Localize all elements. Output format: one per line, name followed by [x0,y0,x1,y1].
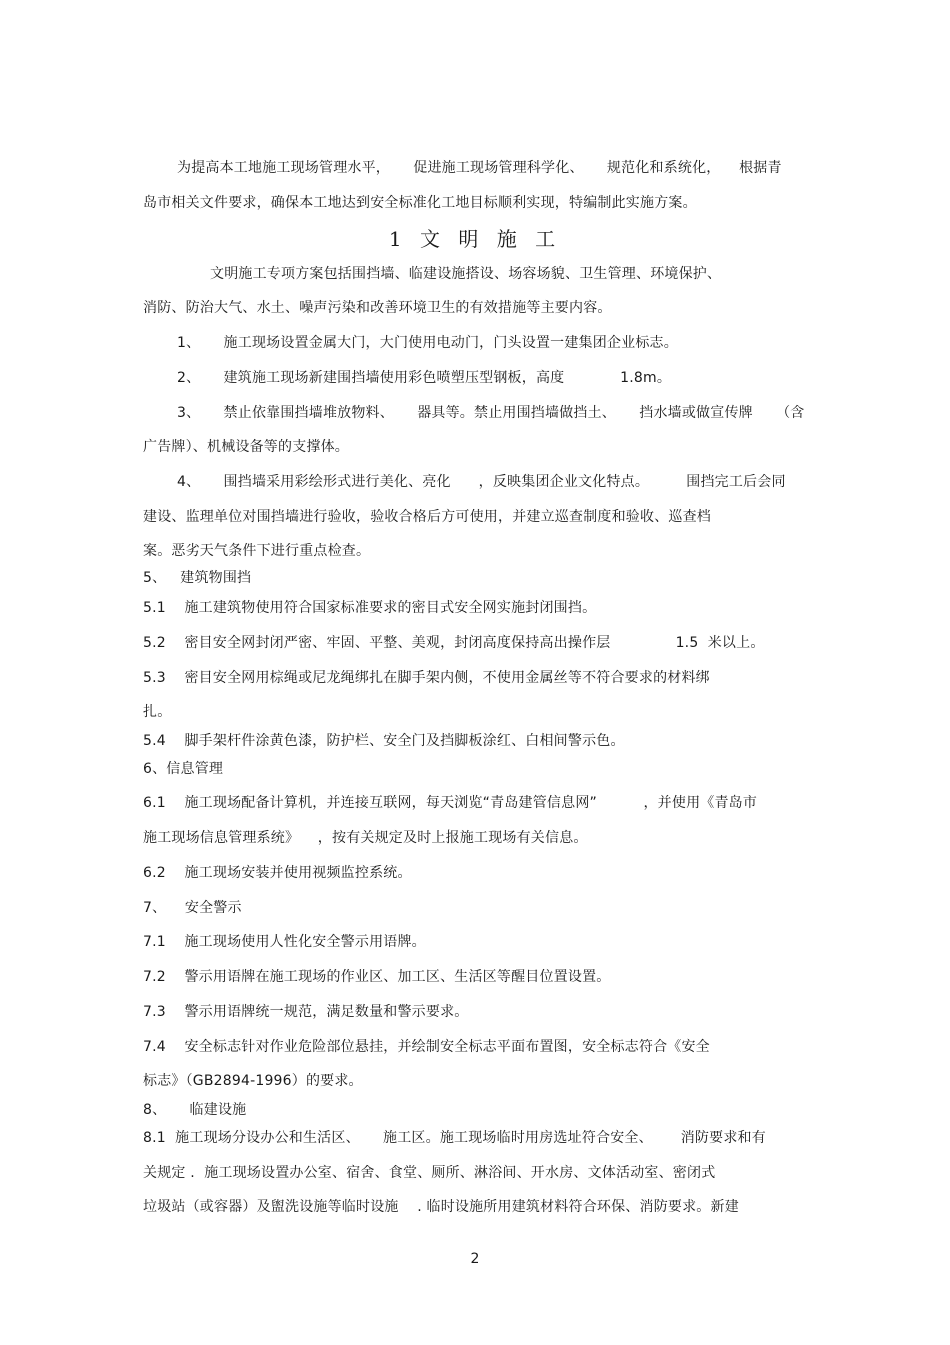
body-line: 6.2 施工现场安装并使用视频监控系统。 [143,865,412,881]
section-heading: 5、 建筑物围挡 [143,570,252,586]
body-line: 1、 施工现场设置金属大门，大门使用电动门，门头设置一建集团企业标志。 [177,335,678,351]
body-line: 施工现场信息管理系统》 ，按有关规定及时上报施工现场有关信息。 [143,830,588,846]
body-line: 5.4 脚手架杆件涂黄色漆，防护栏、安全门及挡脚板涂红、白相间警示色。 [143,733,625,749]
body-line: 广告牌）、机械设备等的支撑体。 [143,439,349,455]
body-line: 7.2 警示用语牌在施工现场的作业区、加工区、生活区等醒目位置设置。 [143,969,611,985]
body-line: 7.1 施工现场使用人性化安全警示用语牌。 [143,934,426,950]
body-line: 7.4 安全标志针对作业危险部位悬挂，并绘制安全标志平面布置图，安全标志符合《安全 [143,1039,710,1055]
body-line: 5.2 密目安全网封闭严密、牢固、平整、美观，封闭高度保持高出操作层 1.5 米以上。 [143,635,765,651]
section-heading: 8、 临建设施 [143,1102,247,1118]
body-line: 2、 建筑施工现场新建围挡墙使用彩色喷塑压型钢板，高度 1.8m。 [177,370,672,386]
section-title: 1 文 明 施 工 [388,227,562,251]
body-line: 5.1 施工建筑物使用符合国家标准要求的密目式安全网实施封闭围挡。 [143,600,597,616]
intro-line-1: 为提高本工地施工现场管理水平， 促进施工现场管理科学化、 规范化和系统化， 根据青 [177,160,782,176]
body-line: 关规定 . 施工现场设置办公室、宿舍、食堂、厕所、淋浴间、开水房、文体活动室、密闭式 [143,1165,716,1181]
body-line: 6.1 施工现场配备计算机，并连接互联网，每天浏览“青岛建管信息网” ，并使用《青岛市 [143,795,758,811]
page-number: 2 [470,1251,480,1267]
body-line: 案。恶劣天气条件下进行重点检查。 [143,543,371,559]
body-line: 文明施工专项方案包括围挡墙、临建设施搭设、场容场貌、卫生管理、环境保护、 [210,266,722,282]
body-line: 垃圾站（或容器）及盥洗设施等临时设施 . 临时设施所用建筑材料符合环保、消防要求。新建 [143,1199,739,1215]
body-line: 建设、监理单位对围挡墙进行验收，验收合格后方可使用，并建立巡查制度和验收、巡查档 [143,509,711,525]
body-line: 消防、防治大气、水土、噪声污染和改善环境卫生的有效措施等主要内容。 [143,300,612,316]
intro-line-2: 岛市相关文件要求，确保本工地达到安全标准化工地目标顺利实现，特编制此实施方案。 [143,195,697,211]
section-heading: 7、 安全警示 [143,900,242,916]
body-line: 3、 禁止依靠围挡墙堆放物料、 器具等。禁止用围挡墙做挡土、 挡水墙或做宣传牌 （含 [177,405,805,421]
body-line: 4、 围挡墙采用彩绘形式进行美化、亮化 ，反映集团企业文化特点。 围挡完工后会同 [177,474,786,490]
body-line: 标志》（GB2894-1996）的要求。 [143,1073,363,1089]
body-line: 7.3 警示用语牌统一规范，满足数量和警示要求。 [143,1004,469,1020]
body-line: 5.3 密目安全网用棕绳或尼龙绳绑扎在脚手架内侧，不使用金属丝等不符合要求的材料绑 [143,670,710,686]
body-line: 扎。 [143,704,172,720]
body-line: 8.1 施工现场分设办公和生活区、 施工区。施工现场临时用房选址符合安全、 消防要求和有 [143,1130,766,1146]
section-heading: 6、信息管理 [143,761,224,777]
